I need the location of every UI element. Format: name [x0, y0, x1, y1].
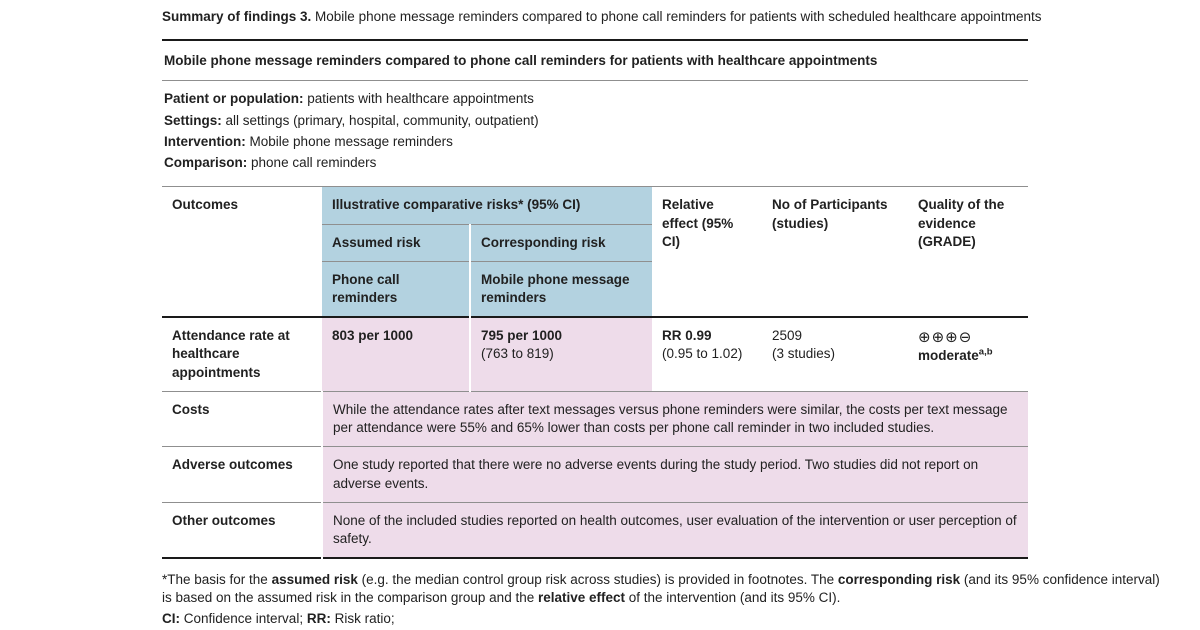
meta-value: phone call reminders	[251, 155, 377, 171]
corresponding-risk-value: 795 per 1000	[481, 328, 563, 344]
table-row-costs	[162, 391, 1028, 446]
meta-value: Mobile phone message reminders	[249, 133, 453, 149]
caption-number: Summary of findings 3.	[162, 9, 312, 24]
row-text-cell: None of the included studies reported on health outcomes, user evaluation of the intervention or user perception of safety.	[322, 502, 1028, 558]
col-header-relative-effect: Relative effect (95% CI)	[662, 197, 734, 249]
col-header-outcomes: Outcomes	[172, 197, 239, 213]
corresponding-risk-cell	[470, 317, 652, 391]
abbreviation-text: Risk ratio;	[330, 610, 395, 626]
abbreviation-text: Confidence interval;	[180, 610, 307, 626]
table-row-attendance	[162, 317, 1028, 391]
row-text-cell: One study reported that there were no adverse events during the study period. Two studies did not report on adverse events.	[322, 447, 1028, 502]
meta-label: Intervention:	[164, 133, 246, 149]
relative-effect-value: RR 0.99	[662, 328, 712, 344]
outcome-cell: Attendance rate at healthcare appointments	[162, 317, 322, 391]
meta-label: Settings:	[164, 112, 222, 128]
caption-text: Mobile phone message reminders compared to phone call reminders for patients with scheduled healthcare appointments	[315, 9, 1042, 24]
grade-footnote-marks: a,b	[978, 346, 993, 358]
footnote-text: of the intervention (and its 95% CI).	[625, 590, 841, 606]
assumed-risk-cell: 803 per 1000	[322, 317, 470, 391]
grade-symbols: ⊕⊕⊕⊖	[918, 328, 973, 347]
col-header-phone-call-reminders: Phone call reminders	[322, 261, 470, 317]
meta-label: Comparison:	[164, 155, 248, 171]
relative-effect-ci: (0.95 to 1.02)	[662, 346, 743, 362]
footnote-text: (e.g. the median control group risk across studies) is provided in footnotes. The	[357, 572, 838, 588]
participants-studies: (3 studies)	[772, 346, 836, 362]
document-page	[162, 0, 1192, 628]
row-label: Adverse outcomes	[162, 447, 322, 502]
meta-comparison	[164, 154, 1018, 172]
meta-value: patients with healthcare appointments	[307, 91, 534, 107]
footnote-assumed-risk	[162, 571, 1162, 607]
col-header-mobile-message-reminders: Mobile phone message reminders	[470, 261, 652, 317]
abbreviation-label: RR:	[306, 610, 331, 626]
outcomes-table	[162, 186, 1028, 559]
grade-label: moderate	[918, 348, 979, 364]
population-settings-block	[162, 81, 1028, 186]
meta-value: all settings (primary, hospital, community, outpatient)	[225, 112, 539, 128]
row-label: Other outcomes	[162, 502, 322, 558]
col-header-participants: No of Participants (studies)	[772, 197, 888, 231]
grade-cell	[908, 317, 1028, 391]
corresponding-risk-ci: (763 to 819)	[481, 346, 554, 362]
row-label: Costs	[162, 391, 322, 446]
table-title: Mobile phone message reminders compared to phone call reminders for patients with healthcare appointments	[162, 41, 1028, 81]
abbreviation-label: CI:	[162, 610, 180, 626]
footnote-text-bold: relative effect	[537, 590, 626, 606]
participants-cell	[762, 317, 908, 391]
summary-of-findings-caption	[162, 8, 1192, 26]
footnote-text: (and its 95% confidence interval) is based on the assumed risk in the comparison group and the	[162, 572, 1160, 606]
footnote-text-bold: assumed risk	[271, 572, 358, 588]
col-header-quality: Quality of the evidence (GRADE)	[918, 197, 1005, 249]
row-text-cell: While the attendance rates after text messages versus phone reminders were similar, the costs per text message per attendance were 55% and 65% lower than costs per phone call reminder in two included studies.	[322, 391, 1028, 446]
col-header-corresponding-risk: Corresponding risk	[470, 224, 652, 261]
footnote-abbreviations	[162, 610, 1162, 628]
header-row-1	[162, 187, 1028, 224]
participants-value: 2509	[772, 328, 803, 344]
summary-of-findings-table	[162, 39, 1028, 559]
col-header-illustrative-risks: Illustrative comparative risks* (95% CI)	[322, 187, 652, 224]
grade-rating	[918, 347, 1018, 365]
footnotes-block	[162, 571, 1162, 628]
meta-settings	[164, 112, 1018, 130]
col-header-assumed-risk: Assumed risk	[322, 224, 470, 261]
meta-intervention	[164, 133, 1018, 151]
meta-label: Patient or population:	[164, 91, 304, 107]
footnote-text: *The basis for the	[162, 572, 272, 588]
table-row-adverse-outcomes	[162, 447, 1028, 502]
relative-effect-cell	[652, 317, 762, 391]
footnote-text-bold: corresponding risk	[837, 572, 961, 588]
meta-patient-population	[164, 90, 1018, 108]
table-row-other-outcomes	[162, 502, 1028, 558]
